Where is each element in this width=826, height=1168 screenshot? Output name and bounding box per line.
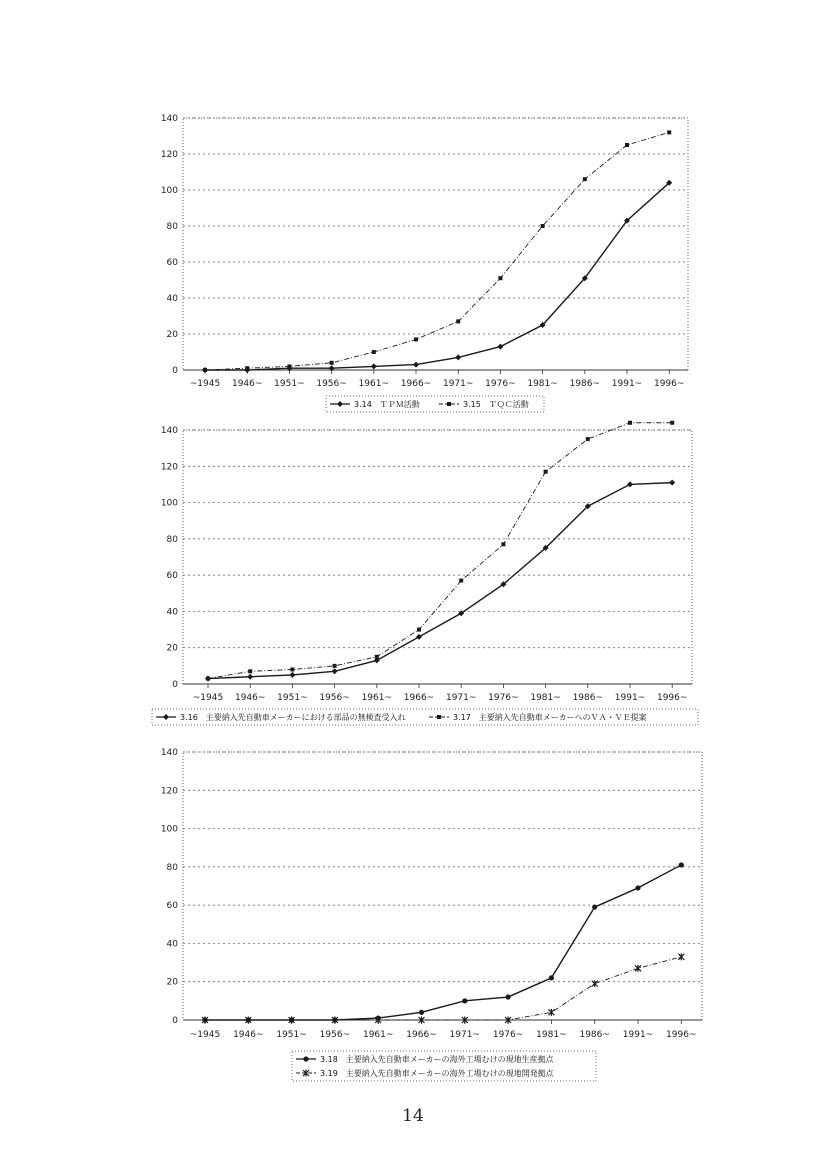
data-point [669,480,675,486]
data-point [592,980,598,987]
data-point [414,337,418,341]
y-tick-label: 40 [166,607,178,618]
data-point [371,363,377,369]
x-tick-label: 1951~ [277,693,308,703]
series-2 [206,421,674,681]
data-point [248,669,252,673]
data-point [541,224,545,228]
x-tick-label: 1976~ [485,379,516,389]
x-tick-label: 1961~ [358,379,390,389]
y-tick-label: 40 [166,294,178,304]
y-tick-label: 100 [160,824,178,835]
data-point [548,1009,554,1016]
y-tick-label: 40 [166,939,178,950]
x-tick-label: 1971~ [445,693,477,703]
data-point [455,354,461,360]
data-point [667,130,671,134]
series-1 [205,480,675,682]
y-tick-label: 60 [166,571,178,582]
x-tick-label: 1956~ [319,693,350,703]
y-tick-label: 140 [160,426,178,436]
y-tick-label: 20 [166,977,178,988]
y-tick-label: 120 [160,150,178,160]
data-point [670,421,674,425]
data-point [375,655,379,659]
legend [326,396,544,412]
legend-marker [437,715,441,719]
data-point [245,366,249,370]
data-point [497,344,503,350]
legend-marker [303,1056,308,1061]
y-tick-label: 0 [172,680,178,690]
data-point [592,904,597,909]
y-tick-label: 140 [160,748,178,758]
legend-label: 3.17 主要納入先自動車メーカーへのＶＡ・ＶＥ提案 [453,713,647,722]
y-tick-label: 60 [166,901,178,912]
x-tick-label: 1981~ [536,1030,567,1040]
x-tick-label: 1981~ [530,693,561,703]
data-point [506,994,511,999]
data-point [330,361,334,365]
data-point [206,677,210,681]
series-line [205,132,669,370]
y-tick-label: 140 [160,114,178,124]
data-point [625,143,629,147]
data-point [417,628,421,632]
data-point [416,634,422,640]
x-tick-label: 1946~ [234,693,266,703]
plot-area [183,430,692,684]
legend-marker [447,402,451,406]
y-tick-label: 60 [166,258,178,268]
y-tick-label: 20 [166,643,178,654]
series-line [208,483,672,679]
x-tick-label: 1946~ [231,379,263,389]
x-tick-label: 1991~ [614,693,646,703]
data-point [333,664,337,668]
x-tick-label: 1996~ [656,693,688,703]
x-tick-label: 1991~ [611,379,643,389]
series-line [205,957,681,1020]
x-tick-label: 1976~ [488,693,519,703]
series-1 [202,180,672,373]
x-tick-label: 1986~ [569,379,601,389]
legend-marker [337,401,343,407]
x-tick-label: 1991~ [622,1030,654,1040]
y-tick-label: 20 [166,330,178,340]
data-point [289,672,295,678]
x-tick-label: 1996~ [666,1030,697,1040]
data-point [462,998,467,1003]
x-tick-label: 1986~ [572,693,604,703]
x-tick-label: 1956~ [316,379,347,389]
x-tick-label: 1946~ [233,1030,264,1040]
series-1 [202,862,684,1022]
data-point [372,350,376,354]
data-point [413,362,419,368]
chart-3 [161,748,702,1081]
data-point [290,667,294,671]
data-point [586,437,590,441]
y-tick-label: 120 [160,462,178,473]
data-point [203,368,207,372]
legend-label: 3.18 主要納入先自動車メーカーの海外工場むけの現地生産拠点 [320,1055,554,1064]
x-tick-label: 1981~ [527,379,558,389]
series-2 [202,953,684,1023]
data-point [635,965,641,972]
legend-label: 3.16 主要納入先自動車メーカーにおける部品の無検査受入れ [180,713,406,722]
y-tick-label: 100 [160,498,178,509]
x-tick-label: 1996~ [653,379,685,389]
x-tick-label: 1961~ [362,1030,394,1040]
legend-label: 3.14 ＴＰＭ活動 [354,400,420,409]
data-point [628,421,632,425]
y-tick-label: 80 [166,862,178,873]
series-line [208,423,672,679]
page-number: 14 [402,1106,424,1126]
legend-marker [163,714,169,720]
series-line [205,183,669,370]
y-tick-label: 0 [172,366,178,376]
data-point [544,470,548,474]
y-tick-label: 100 [160,186,178,196]
chart-2 [152,421,698,725]
data-point [583,177,587,181]
legend [292,1051,596,1081]
x-tick-label: ~1945 [189,1030,221,1040]
data-point [332,668,338,674]
data-point [678,953,684,960]
y-tick-label: 80 [166,534,178,545]
x-tick-label: 1971~ [449,1030,481,1040]
x-tick-label: 1976~ [492,1030,524,1040]
data-point [549,975,554,980]
series-line [205,865,681,1020]
data-point [635,885,640,890]
plot-area [183,752,702,1020]
data-point [247,674,253,680]
x-tick-label: 1966~ [406,1030,437,1040]
data-point [627,481,633,487]
x-tick-label: 1966~ [403,693,435,703]
data-point [287,364,291,368]
data-point [501,542,505,546]
x-tick-label: 1986~ [579,1030,610,1040]
plot-area [183,118,688,370]
series-2 [203,130,671,372]
x-tick-label: 1966~ [400,379,432,389]
legend [152,709,698,725]
data-point [419,1010,424,1015]
x-tick-label: 1971~ [442,379,474,389]
y-tick-label: 0 [172,1016,178,1026]
data-point [456,319,460,323]
x-tick-label: 1956~ [319,1030,351,1040]
legend-label: 3.15 ＴＱＣ活動 [463,400,529,409]
y-tick-label: 80 [166,222,178,232]
x-tick-label: 1961~ [361,693,393,703]
x-tick-label: ~1945 [192,693,224,703]
data-point [679,862,684,867]
y-tick-label: 120 [160,786,178,797]
data-point [498,276,502,280]
data-point [459,579,463,583]
legend-label: 3.19 主要納入先自動車メーカーの海外工場むけの現地開発拠点 [320,1069,554,1078]
x-tick-label: 1951~ [274,379,305,389]
x-tick-label: 1951~ [276,1030,307,1040]
chart-1 [161,114,688,412]
x-tick-label: ~1945 [189,379,221,389]
